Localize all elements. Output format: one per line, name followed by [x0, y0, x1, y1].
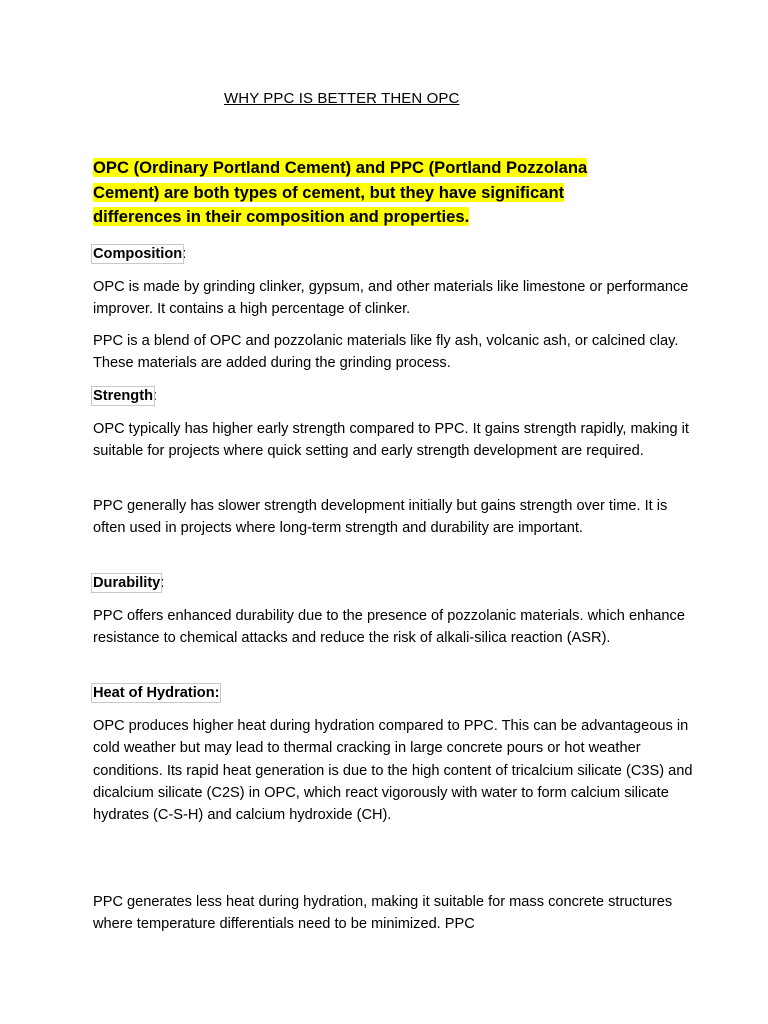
strength-heading-colon: : — [153, 388, 158, 404]
durability-heading-colon: : — [160, 575, 165, 591]
durability-heading — [93, 572, 693, 594]
heat-heading-label: Heat of Hydration: — [93, 685, 220, 701]
composition-heading-label: Composition — [93, 246, 183, 262]
heat-paragraph-ppc: PPC generates less heat during hydration, making it suitable for mass concrete structures where temperature differentials need to be minimized. PPC — [93, 894, 673, 933]
heat-heading — [93, 682, 693, 704]
intro-highlighted-text: OPC (Ordinary Portland Cement) and PPC (Portland Pozzolana Cement) are both types of cement, but they have significant differences in their composition and properties. — [93, 158, 588, 226]
durability-heading-label: Durability — [93, 575, 161, 591]
page-title: WHY PPC IS BETTER THEN OPC — [224, 90, 460, 107]
composition-heading — [93, 243, 693, 265]
strength-paragraph-ppc: PPC generally has slower strength development initially but gains strength over time. It is often used in projects where long-term strength and durability are important. — [93, 498, 668, 537]
composition-paragraph-ppc: PPC is a blend of OPC and pozzolanic materials like fly ash, volcanic ash, or calcined clay. These materials are added during the grinding process. — [93, 333, 679, 372]
heat-paragraph-opc: OPC produces higher heat during hydration compared to PPC. This can be advantageous in cold weather but may lead to thermal cracking in large concrete pours or hot weather conditions. Its rapid heat generation is due to the high content of tricalcium silicate (C3S) and dicalcium silicate (C2S) in OPC, which react vigorously with water to form calcium silicate hydrates (C-S-H) and calcium hydroxide (CH). — [93, 718, 693, 824]
intro-paragraph — [93, 156, 653, 230]
durability-paragraph: PPC offers enhanced durability due to the presence of pozzolanic materials. which enhance resistance to chemical attacks and reduce the risk of alkali-silica reaction (ASR). — [93, 608, 685, 647]
composition-heading-colon: : — [182, 246, 187, 262]
strength-heading — [93, 385, 693, 407]
composition-paragraph-opc: OPC is made by grinding clinker, gypsum, and other materials like limestone or performance improver. It contains a high percentage of clinker. — [93, 279, 689, 318]
strength-heading-label: Strength — [93, 388, 153, 404]
strength-paragraph-opc: OPC typically has higher early strength compared to PPC. It gains strength rapidly, making it suitable for projects where quick setting and early strength development are required. — [93, 421, 689, 460]
